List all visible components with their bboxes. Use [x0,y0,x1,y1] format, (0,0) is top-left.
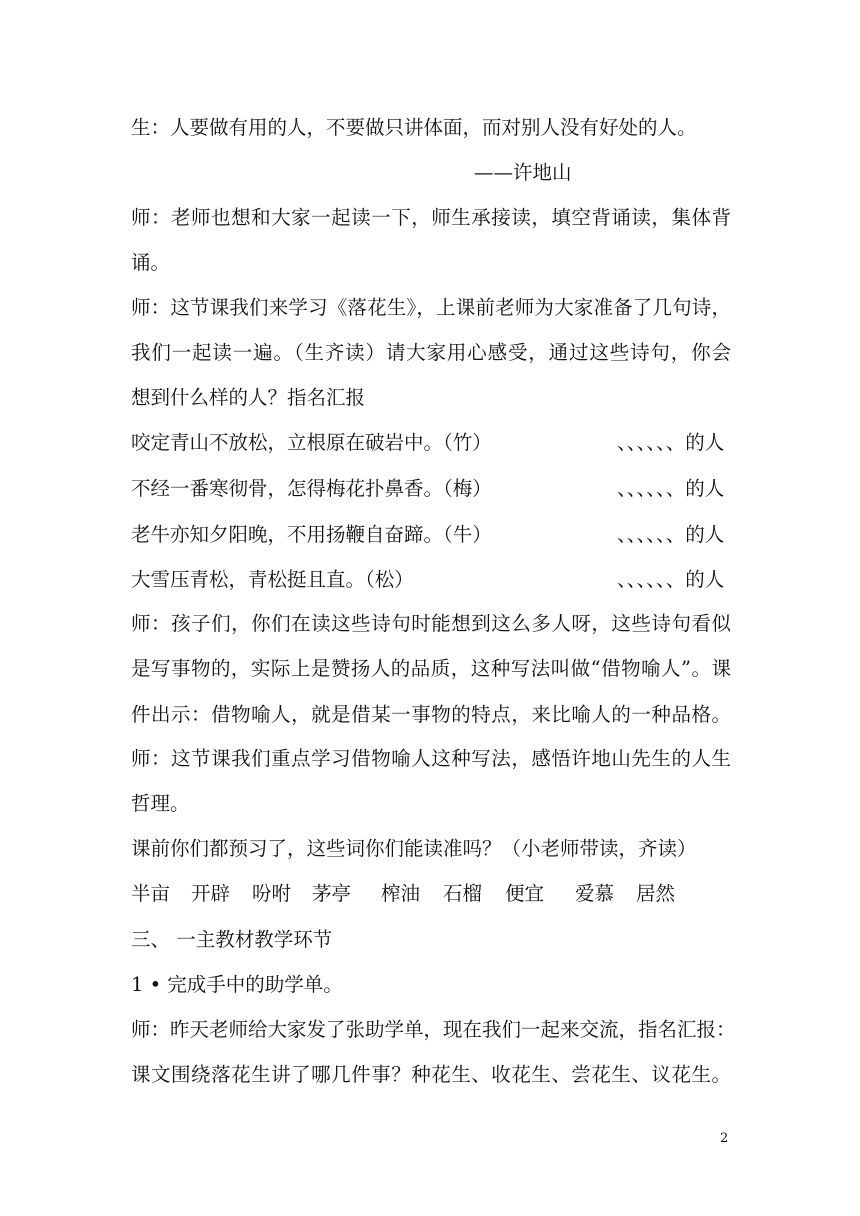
paragraph-line: 师：昨天老师给大家发了张助学单，现在我们一起来交流，指名汇报： [131,1018,736,1041]
fill-blank: 、、、、、、的人 [617,431,725,454]
fill-blank: 、、、、、、的人 [617,568,725,591]
paragraph-line: 件出示：借物喻人，就是借某一事物的特点，来比喻人的一种品格。 [131,703,731,726]
step-item: 1 • 完成手中的助学单。 [131,973,343,996]
fill-blank: 、、、、、、的人 [617,523,725,546]
vocab-word: 居然 [636,882,676,905]
vocab-word: 爱慕 [575,882,615,905]
paragraph-line: 课前你们都预习了，这些词你们能读准吗？（小老师带读，齐读） [131,837,697,860]
poem-row [131,567,731,593]
paragraph-line: 师：孩子们，你们在读这些诗句时能想到这么多人呀，这些诗句看似 [131,612,731,635]
paragraph-line: 诵。 [131,251,171,274]
poem-row [131,430,731,456]
paragraph-line: 想到什么样的人？指名汇报 [131,386,366,409]
poem-row [131,476,731,502]
poem-line: 咬定青山不放松，立根原在破岩中。（竹） [131,431,492,454]
paragraph-line: 我们一起读一遍。（生齐读）请大家用心感受，通过这些诗句，你会 [131,341,731,364]
paragraph-line: 师：老师也想和大家一起读一下，师生承接读，填空背诵读，集体背 [131,206,731,229]
paragraph-line: 哲理。 [131,792,190,815]
page-number: 2 [720,1131,729,1146]
vocab-word: 茅亭 [312,882,352,905]
vocab-word: 榨油 [381,882,421,905]
vocab-word: 石榴 [443,882,483,905]
paragraph-line: 课文围绕落花生讲了哪几件事？种花生、收花生、尝花生、议花生。 [131,1063,731,1086]
vocabulary-list [131,881,731,907]
quote-attribution: ——许地山 [474,161,572,184]
paragraph-line: 是写事物的，实际上是赞扬人的品质，这种写法叫做“借物喻人”。课 [131,657,731,680]
vocab-word: 开辟 [191,882,231,905]
poem-line: 不经一番寒彻骨，怎得梅花扑鼻香。（梅） [131,477,492,500]
poem-row [131,522,731,548]
vocab-word: 吩咐 [252,882,292,905]
vocab-word: 便宜 [505,882,545,905]
vocab-word: 半亩 [131,882,171,905]
poem-line: 老牛亦知夕阳晚，不用扬鞭自奋蹄。（牛） [131,523,492,546]
section-heading: 三、 一主教材教学环节 [131,928,333,951]
poem-line: 大雪压青松，青松挺且直。（松） [131,568,414,591]
dialogue-line-student: 生：人要做有用的人，不要做只讲体面，而对别人没有好处的人。 [131,116,697,139]
paragraph-line: 师：这节课我们来学习《落花生》，上课前老师为大家准备了几句诗， [131,296,731,319]
paragraph-line: 师：这节课我们重点学习借物喻人这种写法，感悟许地山先生的人生 [131,747,731,770]
fill-blank: 、、、、、、的人 [617,477,725,500]
